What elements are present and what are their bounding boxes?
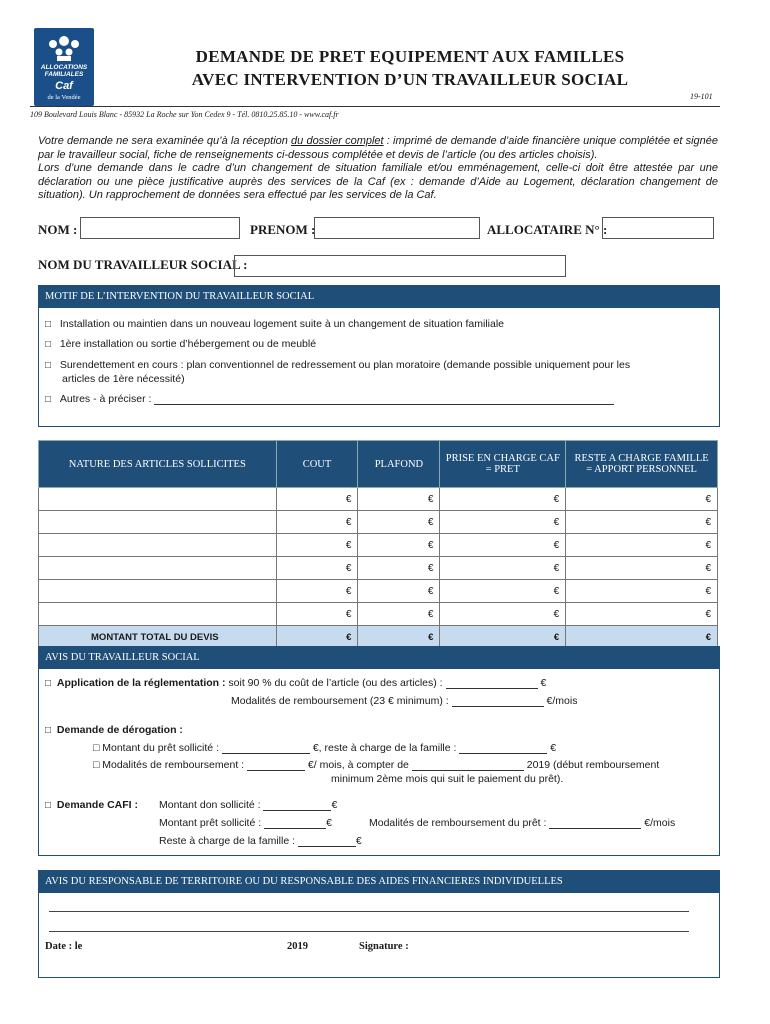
avis-line-2[interactable] [49,931,689,932]
title-line-2: AVEC INTERVENTION D’UN TRAVAILLEUR SOCIAL [191,70,629,89]
col-cout: COUT [276,441,358,488]
derogation-option[interactable]: □ Demande de dérogation : [45,724,183,736]
articles-table [38,440,718,649]
application-option[interactable]: □ Application de la réglementation : soit 90 % du coût de l’article (ou des articles) : € [45,677,547,689]
nom-input[interactable] [80,217,240,239]
motif-header: MOTIF DE L’INTERVENTION DU TRAVAILLEUR SOCIAL [39,286,719,308]
cafi-pret-input[interactable] [264,818,326,829]
checkbox-icon[interactable]: □ [45,360,52,371]
table-row[interactable]: € € € € [39,603,718,626]
allocataire-label: ALLOCATAIRE N° : [487,222,608,237]
signature-label: Signature : [359,941,409,952]
cafi-reste-input[interactable] [298,836,356,847]
application-amount-input[interactable] [446,678,538,689]
cafi-line-2: Montant prêt sollicité : € [159,817,332,829]
checkbox-icon[interactable]: □ [45,800,52,811]
table-total-row: MONTANT TOTAL DU DEVIS € € € € [39,626,718,649]
motif-option-2[interactable]: □ 1ère installation ou sortie d’hébergement ou de meublé [45,338,317,350]
col-plafond: PLAFOND [358,441,440,488]
derogation-reste-input[interactable] [459,743,547,754]
cafi-don-input[interactable] [263,800,331,811]
avis-line-1[interactable] [49,911,689,912]
date-year: 2019 [287,941,308,952]
address: 109 Boulevard Louis Blanc - 85932 La Roche sur Yon Cedex 9 - Tél. 0810.25.85.10 - www.caf.fr [30,110,339,119]
table-row[interactable]: € € € € [39,580,718,603]
date-label: Date : le [45,941,83,952]
form-reference: 19-101 [690,92,713,101]
autres-input[interactable] [154,394,614,405]
cafi-modalites: Modalités de remboursement du prêt : €/mois [369,817,676,829]
header-divider [30,106,720,107]
prenom-label: PRENOM : [250,222,316,237]
table-header [39,441,718,488]
avis-resp-header: AVIS DU RESPONSABLE DE TERRITOIRE OU DU RESPONSABLE DES AIDES FINANCIERES INDIVIDUELLES [39,871,719,893]
table-row[interactable]: € € € € [39,511,718,534]
table-row[interactable]: € € € € [39,488,718,511]
col-nature: NATURE DES ARTICLES SOLLICITES [39,441,277,488]
cafi-modalites-input[interactable] [549,818,641,829]
cafi-line-1: Montant don sollicité : € [159,799,338,811]
cafi-line-3: Reste à charge de la famille : € [159,835,362,847]
checkbox-icon[interactable]: □ [45,678,52,689]
allocataire-input[interactable] [602,217,714,239]
derogation-modalites-input[interactable] [247,760,305,771]
checkbox-icon[interactable]: □ [45,339,52,350]
derogation-amount-input[interactable] [222,743,310,754]
caf-logo: ALLOCATIONS FAMILIALES Caf de la Vendée [34,28,94,106]
travailleur-label: NOM DU TRAVAILLEUR SOCIAL : [38,257,248,272]
table-row[interactable]: € € € € [39,534,718,557]
motif-option-1[interactable]: □ Installation ou maintien dans un nouveau logement suite à un changement de situation familiale [45,318,505,330]
avis-ts-header: AVIS DU TRAVAILLEUR SOCIAL [39,647,719,669]
cafi-option[interactable]: □ Demande CAFI : [45,799,138,811]
table-row[interactable]: € € € € [39,557,718,580]
motif-option-4[interactable]: □ Autres - à préciser : [45,393,614,405]
nom-label: NOM : [38,222,78,237]
derogation-note: minimum 2ème mois qui suit le paiement du prêt). [331,773,564,785]
title-line-1: DEMANDE DE PRET EQUIPEMENT AUX FAMILLES [195,47,625,66]
derogation-date-input[interactable] [412,760,524,771]
prenom-input[interactable] [314,217,480,239]
intro-text: Votre demande ne sera examinée qu’à la réception du dossier complet : imprimé de demande d’aide financière unique complétée et signée par le travailleur social, fiche de renseignements ci-dessous complétée et devis de l’article (ou des articles choisis). Lors d’une demande dans le cadre d’un changement de situation familiale et/ou emménagement, celle-ci doit être attestée par une déclaration ou une pièce justificative auprès des services de la Caf (ex : demande d’Aide au Logement, déclaration changement de situation). Un rapprochement de données sera effectué par les services de la Caf. [38,135,719,201]
avis-ts-section [38,646,720,856]
motif-section [38,285,720,427]
checkbox-icon[interactable]: □ [45,319,52,330]
travailleur-input[interactable] [234,255,566,277]
modalites-input[interactable] [452,696,544,707]
family-logo-icon [37,32,91,62]
motif-option-3-cont: articles de 1ère nécessité) [62,373,185,385]
col-prise-en-charge: PRISE EN CHARGE CAF = PRET [440,441,566,488]
checkbox-icon[interactable]: □ [45,725,52,736]
modalites-line: Modalités de remboursement (23 € minimum) : €/mois [231,695,578,707]
derogation-line-2: □ Modalités de remboursement : €/ mois, à compter de 2019 (début remboursement [93,759,660,771]
checkbox-icon[interactable]: □ [45,394,52,405]
derogation-line-1: □ Montant du prêt sollicité : €, reste à charge de la famille : € [93,742,557,754]
col-reste-a-charge: RESTE A CHARGE FAMILLE = APPORT PERSONNEL [566,441,718,488]
avis-resp-section [38,870,720,978]
motif-option-3[interactable]: □ Surendettement en cours : plan conventionnel de redressement ou plan moratoire (demande possible uniquement pour les [45,359,631,371]
